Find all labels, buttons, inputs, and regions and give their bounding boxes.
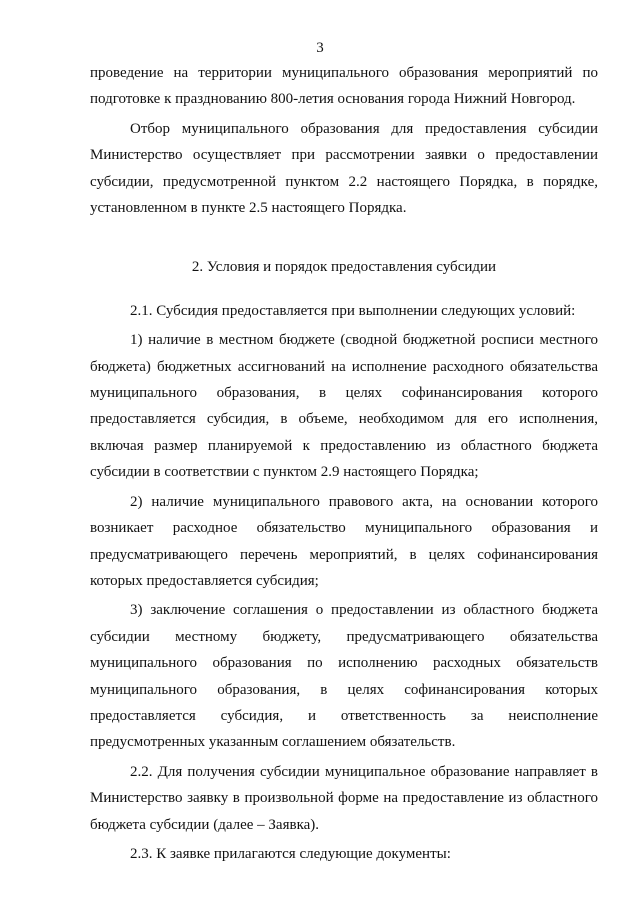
paragraph-continuation: проведение на территории муниципального образования мероприятий по подготовке к празднованию 800-летия основания города Нижний Новгород. — [90, 65, 598, 108]
clause-2-3: 2.3. К заявке прилагаются следующие документы: — [130, 845, 451, 862]
paragraph-selection-procedure: Отбор муниципального образования для предоставления субсидии Министерство осуществляет при рассмотрении заявки о предоставлении субсидии, предусмотренной пунктом 2.2 настоящего Порядка, в порядке, установленном в пункте 2.5 настоящего Порядка. — [90, 120, 598, 217]
document-body — [90, 60, 598, 867]
condition-3: 3) заключение соглашения о предоставлении из областного бюджета субсидии местному бюджету, предусматривающего обязательства муниципального образования по исполнению расходных обязательств муниципального образования, в целях софинансирования которых предоставляется субсидия, и ответственность за неисполнение предусмотренных указанным соглашением обязательств. — [90, 602, 598, 751]
condition-2: 2) наличие муниципального правового акта, на основании которого возникает расходное обязательство муниципального образования и предусматривающего перечень мероприятий, в целях софинансирования которых предоставляется субсидия; — [90, 493, 598, 589]
clause-2-1: 2.1. Субсидия предоставляется при выполнении следующих условий: — [130, 302, 576, 319]
clause-2-2: 2.2. Для получения субсидии муниципальное образование направляет в Министерство заявку в произвольной форме на предоставление из областного бюджета субсидии (далее – Заявка). — [90, 763, 598, 833]
condition-1: 1) наличие в местном бюджете (сводной бюджетной росписи местного бюджета) бюджетных ассигнований на исполнение расходного обязательства муниципального образования, в целях софинансирования которого предоставляется субсидия, в объеме, необходимом для его исполнения, включая размер планируемой к предоставлению из областного бюджета субсидии в соответствии с пунктом 2.9 настоящего Порядка; — [90, 332, 598, 481]
page-number: 3 — [316, 40, 324, 56]
section-heading: 2. Условия и порядок предоставления субсидии — [191, 259, 497, 276]
